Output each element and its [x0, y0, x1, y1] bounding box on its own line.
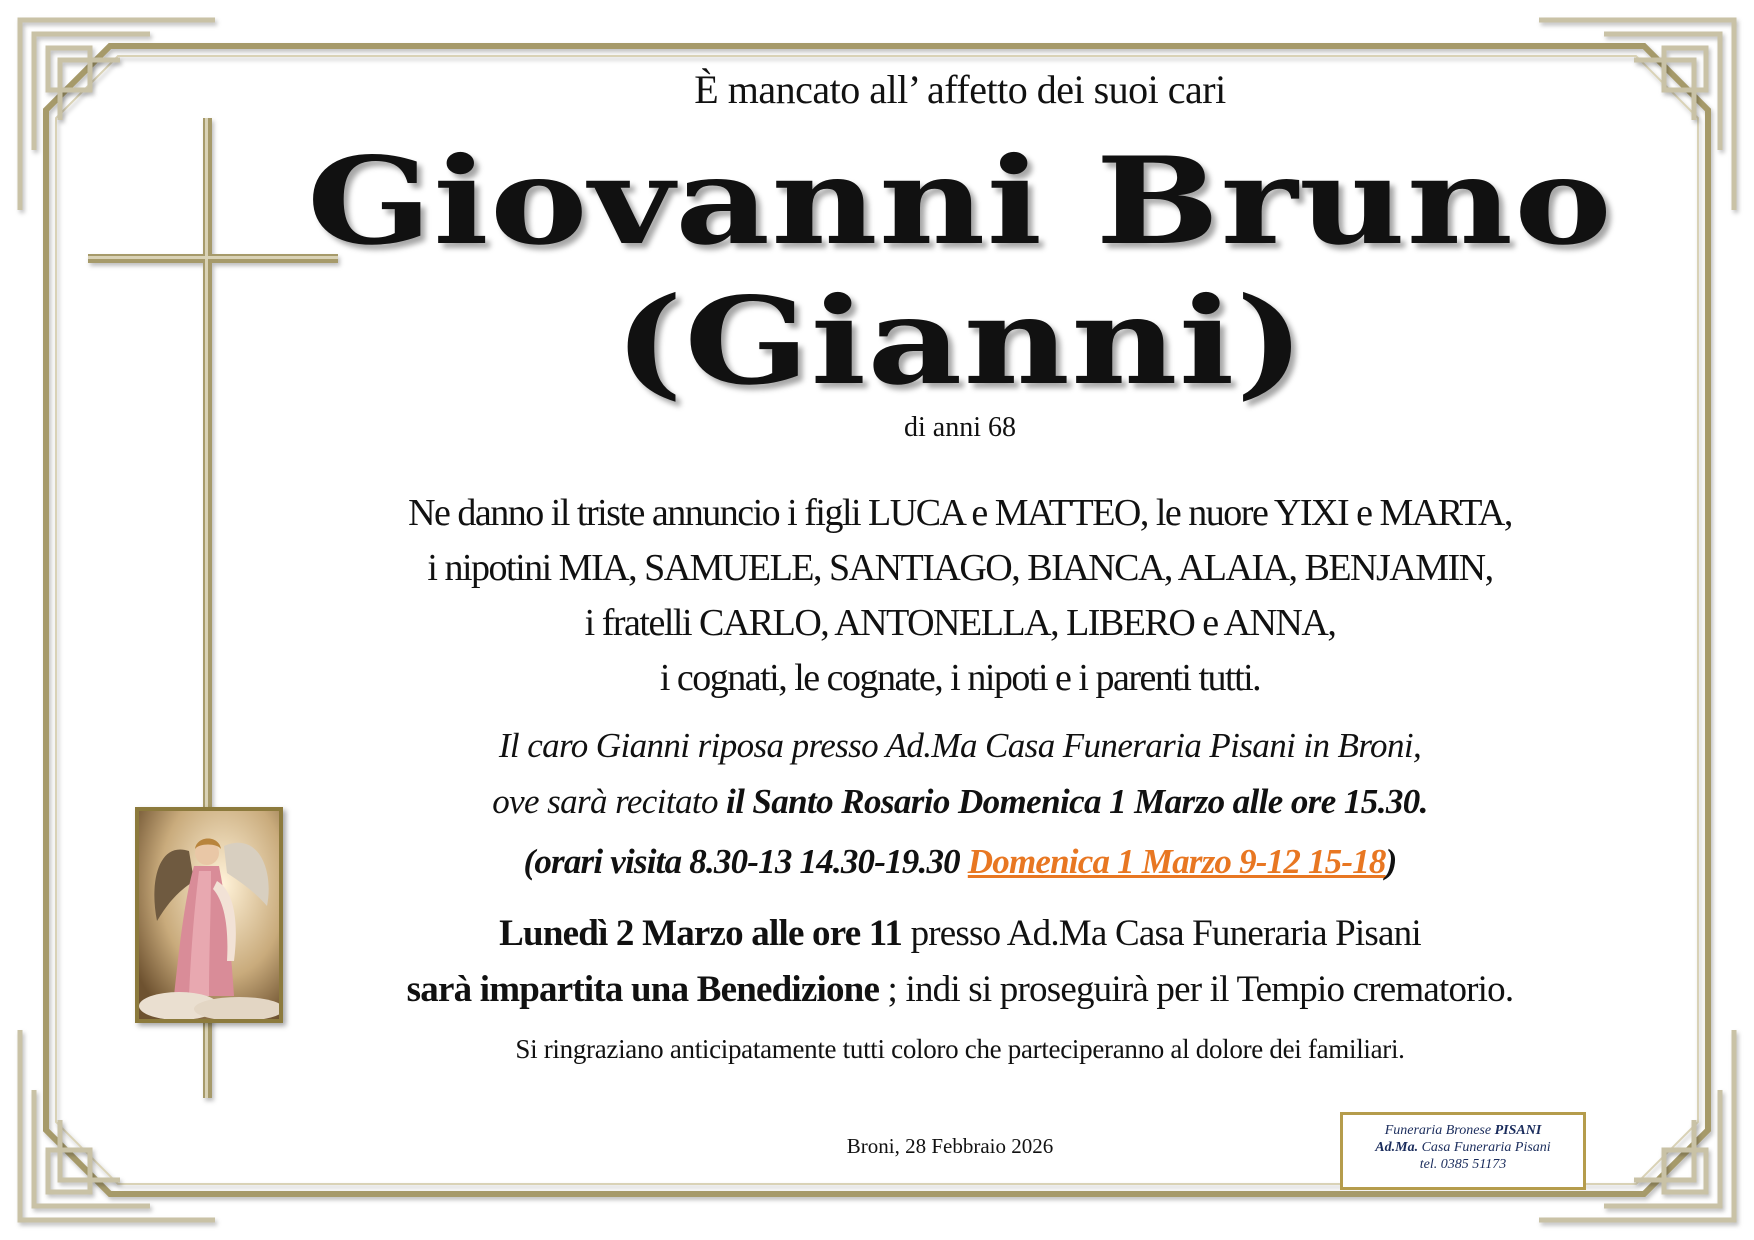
- angel-image: [135, 807, 283, 1023]
- family-announcement: [340, 486, 1580, 706]
- family-line: i nipotini MIA, SAMUELE, SANTIAGO, BIANCA, ALAIA, BENJAMIN,: [427, 547, 1493, 589]
- service-info: [340, 906, 1580, 1018]
- rest-line: Il caro Gianni riposa presso Ad.Ma Casa Funeraria Pisani in Broni,: [498, 726, 1422, 765]
- stamp-line: Funeraria Bronese PISANI: [1384, 1123, 1542, 1138]
- stamp-line: tel. 0385 51173: [1419, 1157, 1507, 1172]
- service-line: Lunedì 2 Marzo alle ore 11 presso Ad.Ma Casa Funeraria Pisani: [499, 913, 1421, 954]
- highlight-hours: Domenica 1 Marzo 9-12 15-18: [967, 842, 1386, 881]
- deceased-name: Giovanni Bruno: [306, 131, 1614, 272]
- stamp-line: Ad.Ma. Casa Funeraria Pisani: [1375, 1140, 1551, 1155]
- family-line: i fratelli CARLO, ANTONELLA, LIBERO e ANNA,: [584, 602, 1336, 644]
- deceased-nickname: (Gianni): [613, 271, 1307, 412]
- family-line: i cognati, le cognate, i nipoti e i parenti tutti.: [659, 657, 1261, 699]
- service-line: sarà impartita una Benedizione ; indi si proseguirà per il Tempio crematorio.: [406, 969, 1514, 1010]
- rest-line: ove sarà recitato il Santo Rosario Domenica 1 Marzo alle ore 15.30.: [492, 782, 1428, 821]
- rest-info: [340, 718, 1580, 830]
- angel-icon: [139, 811, 279, 1019]
- funeral-home-stamp: [1340, 1112, 1586, 1190]
- place-date: Broni, 28 Febbraio 2026: [846, 1134, 1054, 1158]
- age-text: di anni 68: [904, 412, 1016, 443]
- visiting-hours: (orari visita 8.30-13 14.30-19.30 Domenica 1 Marzo 9-12 15-18): [523, 842, 1397, 881]
- intro-text: È mancato all’ affetto dei suoi cari: [694, 67, 1226, 112]
- family-line: Ne danno il triste annuncio i figli LUCA e MATTEO, le nuore YIXI e MARTA,: [408, 492, 1512, 534]
- thanks-text: Si ringraziano anticipatamente tutti coloro che parteciperanno al dolore dei familiari.: [515, 1034, 1405, 1064]
